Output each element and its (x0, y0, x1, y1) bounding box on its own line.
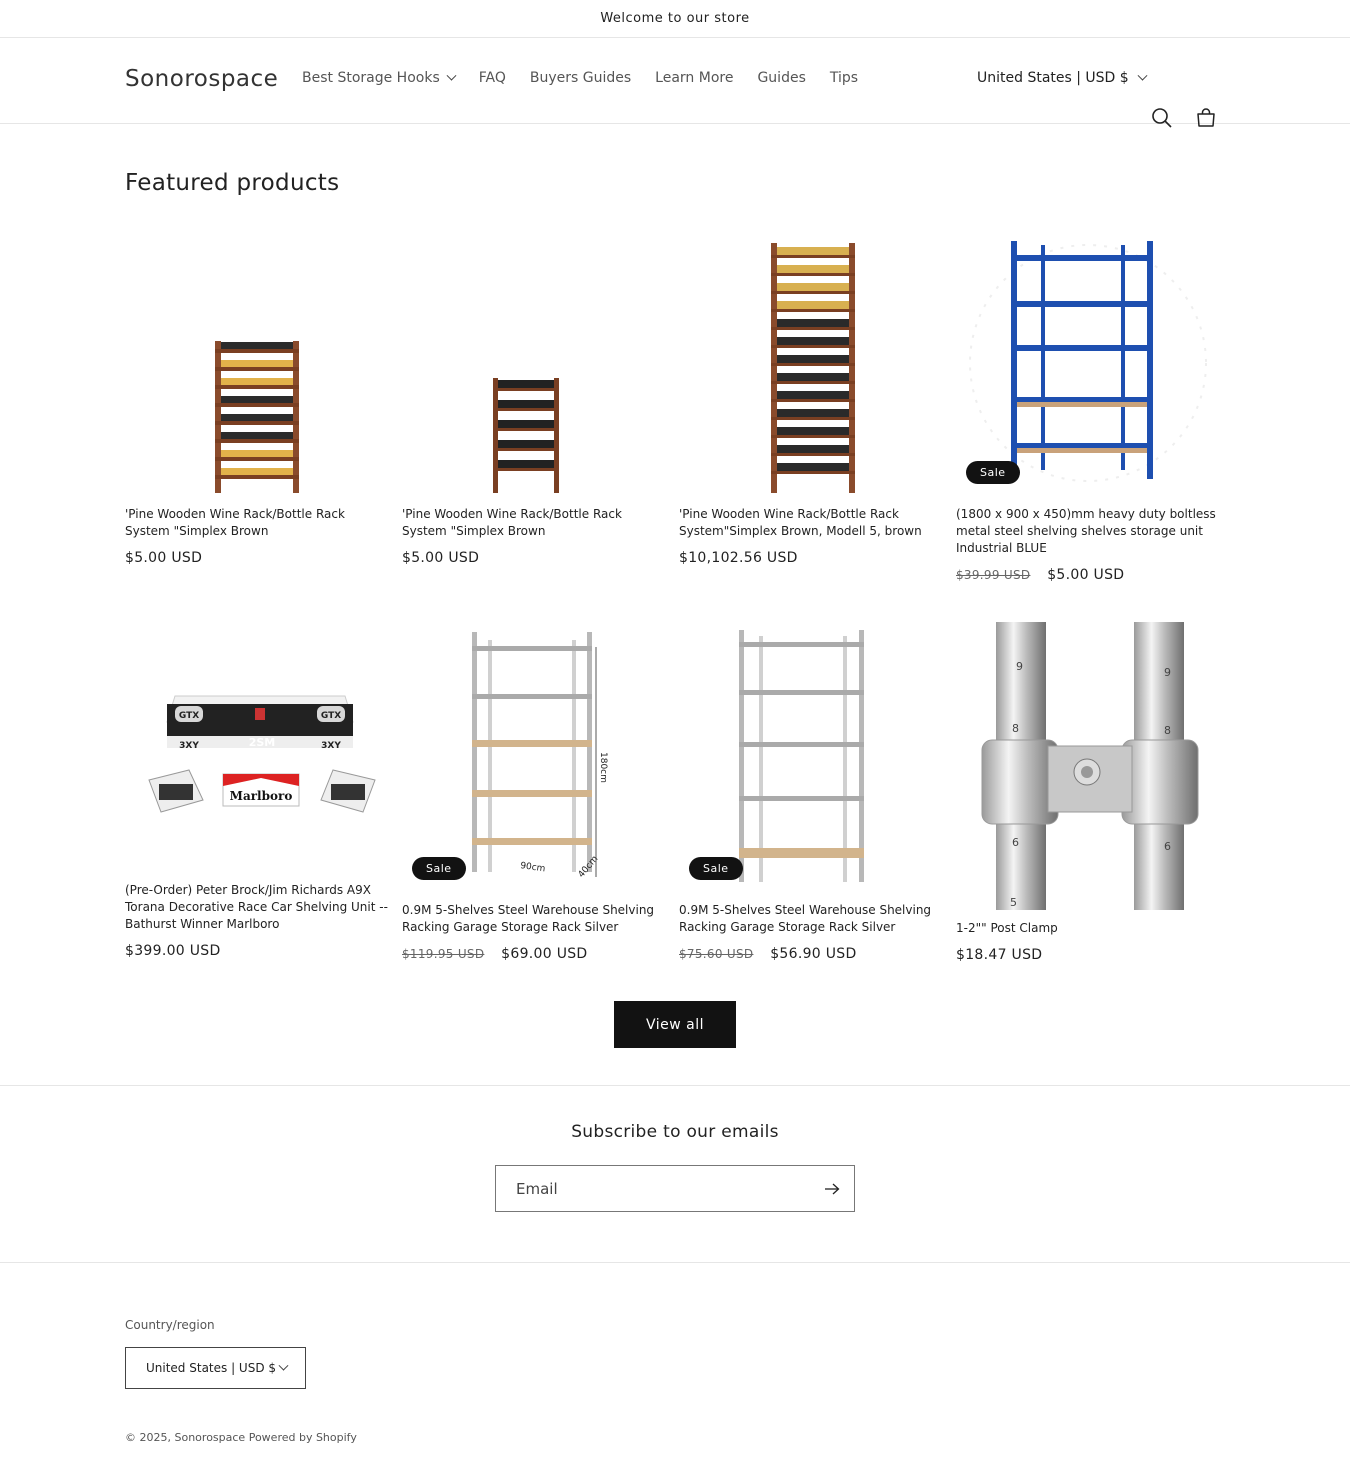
clamp-mark-text: 6 (1164, 840, 1171, 853)
product-image[interactable] (679, 233, 942, 496)
price-sale: $56.90 USD (770, 946, 857, 962)
subscribe-button[interactable] (810, 1166, 854, 1211)
view-all-button[interactable]: View all (614, 1001, 736, 1048)
site-header (0, 38, 1350, 124)
product-price (402, 946, 665, 962)
price-regular: $18.47 USD (956, 947, 1043, 963)
clamp-mark-text: 5 (1010, 896, 1017, 909)
car-badge-text: GTX (178, 711, 200, 721)
product-image[interactable] (125, 233, 388, 496)
country-value: United States | USD $ (146, 1361, 277, 1375)
clamp-mark-text: 9 (1164, 666, 1171, 679)
nav-label: FAQ (478, 70, 506, 86)
nav-label: Tips (829, 70, 859, 86)
product-card[interactable] (125, 233, 388, 566)
clamp-mark-text: 6 (1012, 836, 1019, 849)
price-compare: $39.99 USD (956, 568, 1031, 582)
store-link[interactable]: Sonorospace (174, 1431, 246, 1444)
featured-title: Featured products (125, 170, 340, 196)
store-logo[interactable]: Sonorospace (125, 66, 279, 92)
cart-button[interactable] (1193, 105, 1219, 131)
nav-label: Guides (757, 70, 806, 86)
announcement-bar (0, 0, 1350, 38)
price-sale: $69.00 USD (501, 946, 588, 962)
nav-faq[interactable] (467, 70, 518, 86)
chevron-down-icon (279, 1360, 289, 1370)
price-compare: $75.60 USD (679, 947, 754, 961)
locale-selector[interactable] (977, 70, 1146, 86)
country-select[interactable] (125, 1347, 306, 1389)
product-title[interactable]: (1800 x 900 x 450)mm heavy duty boltless metal steel shelving shelves storage unit Industrial BLUE (956, 507, 1216, 555)
product-title[interactable]: (Pre-Order) Peter Brock/Jim Richards A9X Torana Decorative Race Car Shelving Unit -- Bathurst Winner Marlboro (125, 883, 388, 931)
dimension-label: 40cm (576, 854, 601, 880)
product-image[interactable] (125, 622, 388, 872)
car-badge-text: 3XY (179, 741, 199, 751)
clamp-mark-text: 9 (1016, 660, 1023, 673)
product-price (679, 550, 942, 566)
product-card[interactable] (402, 233, 665, 566)
product-price (956, 947, 1219, 963)
dimension-label: 90cm (519, 861, 546, 875)
nav-label: Buyers Guides (529, 70, 632, 86)
powered-by-link[interactable]: Powered by Shopify (248, 1431, 357, 1444)
product-title[interactable]: 1-2"" Post Clamp (956, 921, 1058, 935)
product-title[interactable]: 'Pine Wooden Wine Rack/Bottle Rack System "Simplex Brown (125, 507, 345, 538)
product-price (679, 946, 942, 962)
search-icon (1151, 107, 1173, 129)
price-regular: $5.00 USD (125, 550, 203, 566)
product-card[interactable] (679, 233, 942, 566)
nav-label: Learn More (655, 70, 734, 86)
section-divider (0, 1085, 1350, 1086)
main-nav (290, 70, 870, 86)
announcement-text: Welcome to our store (600, 11, 750, 26)
chevron-down-icon (446, 70, 456, 80)
newsletter-title: Subscribe to our emails (571, 1122, 779, 1142)
product-title[interactable]: 'Pine Wooden Wine Rack/Bottle Rack System"Simplex Brown, Modell 5, brown (679, 507, 922, 538)
copyright-prefix: © 2025, (125, 1431, 171, 1444)
arrow-right-icon (824, 1183, 840, 1195)
price-regular: $399.00 USD (125, 943, 221, 959)
sale-badge: Sale (412, 857, 466, 880)
product-price (402, 550, 665, 566)
product-image[interactable] (679, 622, 942, 892)
product-price (125, 550, 388, 566)
product-image[interactable] (402, 233, 665, 496)
product-image[interactable] (402, 622, 665, 892)
clamp-mark-text: 8 (1164, 724, 1171, 737)
price-regular: $10,102.56 USD (679, 550, 798, 566)
newsletter-form (495, 1165, 855, 1212)
nav-best-storage-hooks[interactable] (290, 70, 467, 86)
price-compare: $119.95 USD (402, 947, 485, 961)
price-sale: $5.00 USD (1047, 567, 1125, 583)
dimension-label: 180cm (598, 752, 608, 783)
product-title[interactable]: 0.9M 5-Shelves Steel Warehouse Shelving Racking Garage Storage Rack Silver (402, 903, 655, 934)
product-title[interactable]: 'Pine Wooden Wine Rack/Bottle Rack System "Simplex Brown (402, 507, 622, 538)
product-card[interactable] (956, 622, 1219, 963)
email-input[interactable] (496, 1166, 810, 1211)
nav-learn-more[interactable] (643, 70, 745, 86)
locale-label: United States | USD $ (977, 70, 1129, 86)
product-card[interactable] (402, 622, 665, 962)
price-regular: $5.00 USD (402, 550, 480, 566)
car-badge-text: 3XY (321, 741, 341, 751)
product-image[interactable] (956, 233, 1219, 496)
nav-buyers-guides[interactable] (518, 70, 643, 86)
country-label: Country/region (125, 1318, 215, 1332)
cart-icon (1195, 107, 1217, 129)
car-badge-text: GTX (320, 711, 342, 721)
product-card[interactable] (679, 622, 942, 962)
clamp-mark-text: 8 (1012, 722, 1019, 735)
product-price (125, 943, 388, 959)
chevron-down-icon (1137, 70, 1147, 80)
product-card[interactable] (125, 622, 388, 959)
sale-badge: Sale (966, 461, 1020, 484)
nav-label: Best Storage Hooks (302, 70, 440, 86)
product-image[interactable] (956, 622, 1219, 910)
search-button[interactable] (1149, 105, 1175, 131)
marlboro-text: Marlboro (229, 789, 293, 803)
footer-divider (0, 1262, 1350, 1263)
product-title[interactable]: 0.9M 5-Shelves Steel Warehouse Shelving Racking Garage Storage Rack Silver (679, 903, 932, 934)
product-card[interactable] (956, 233, 1219, 583)
sale-badge: Sale (689, 857, 743, 880)
car-badge-text: 2SM (248, 736, 276, 749)
copyright (125, 1431, 357, 1444)
nav-tips[interactable] (818, 70, 870, 86)
product-price (956, 567, 1219, 583)
nav-guides[interactable] (745, 70, 817, 86)
